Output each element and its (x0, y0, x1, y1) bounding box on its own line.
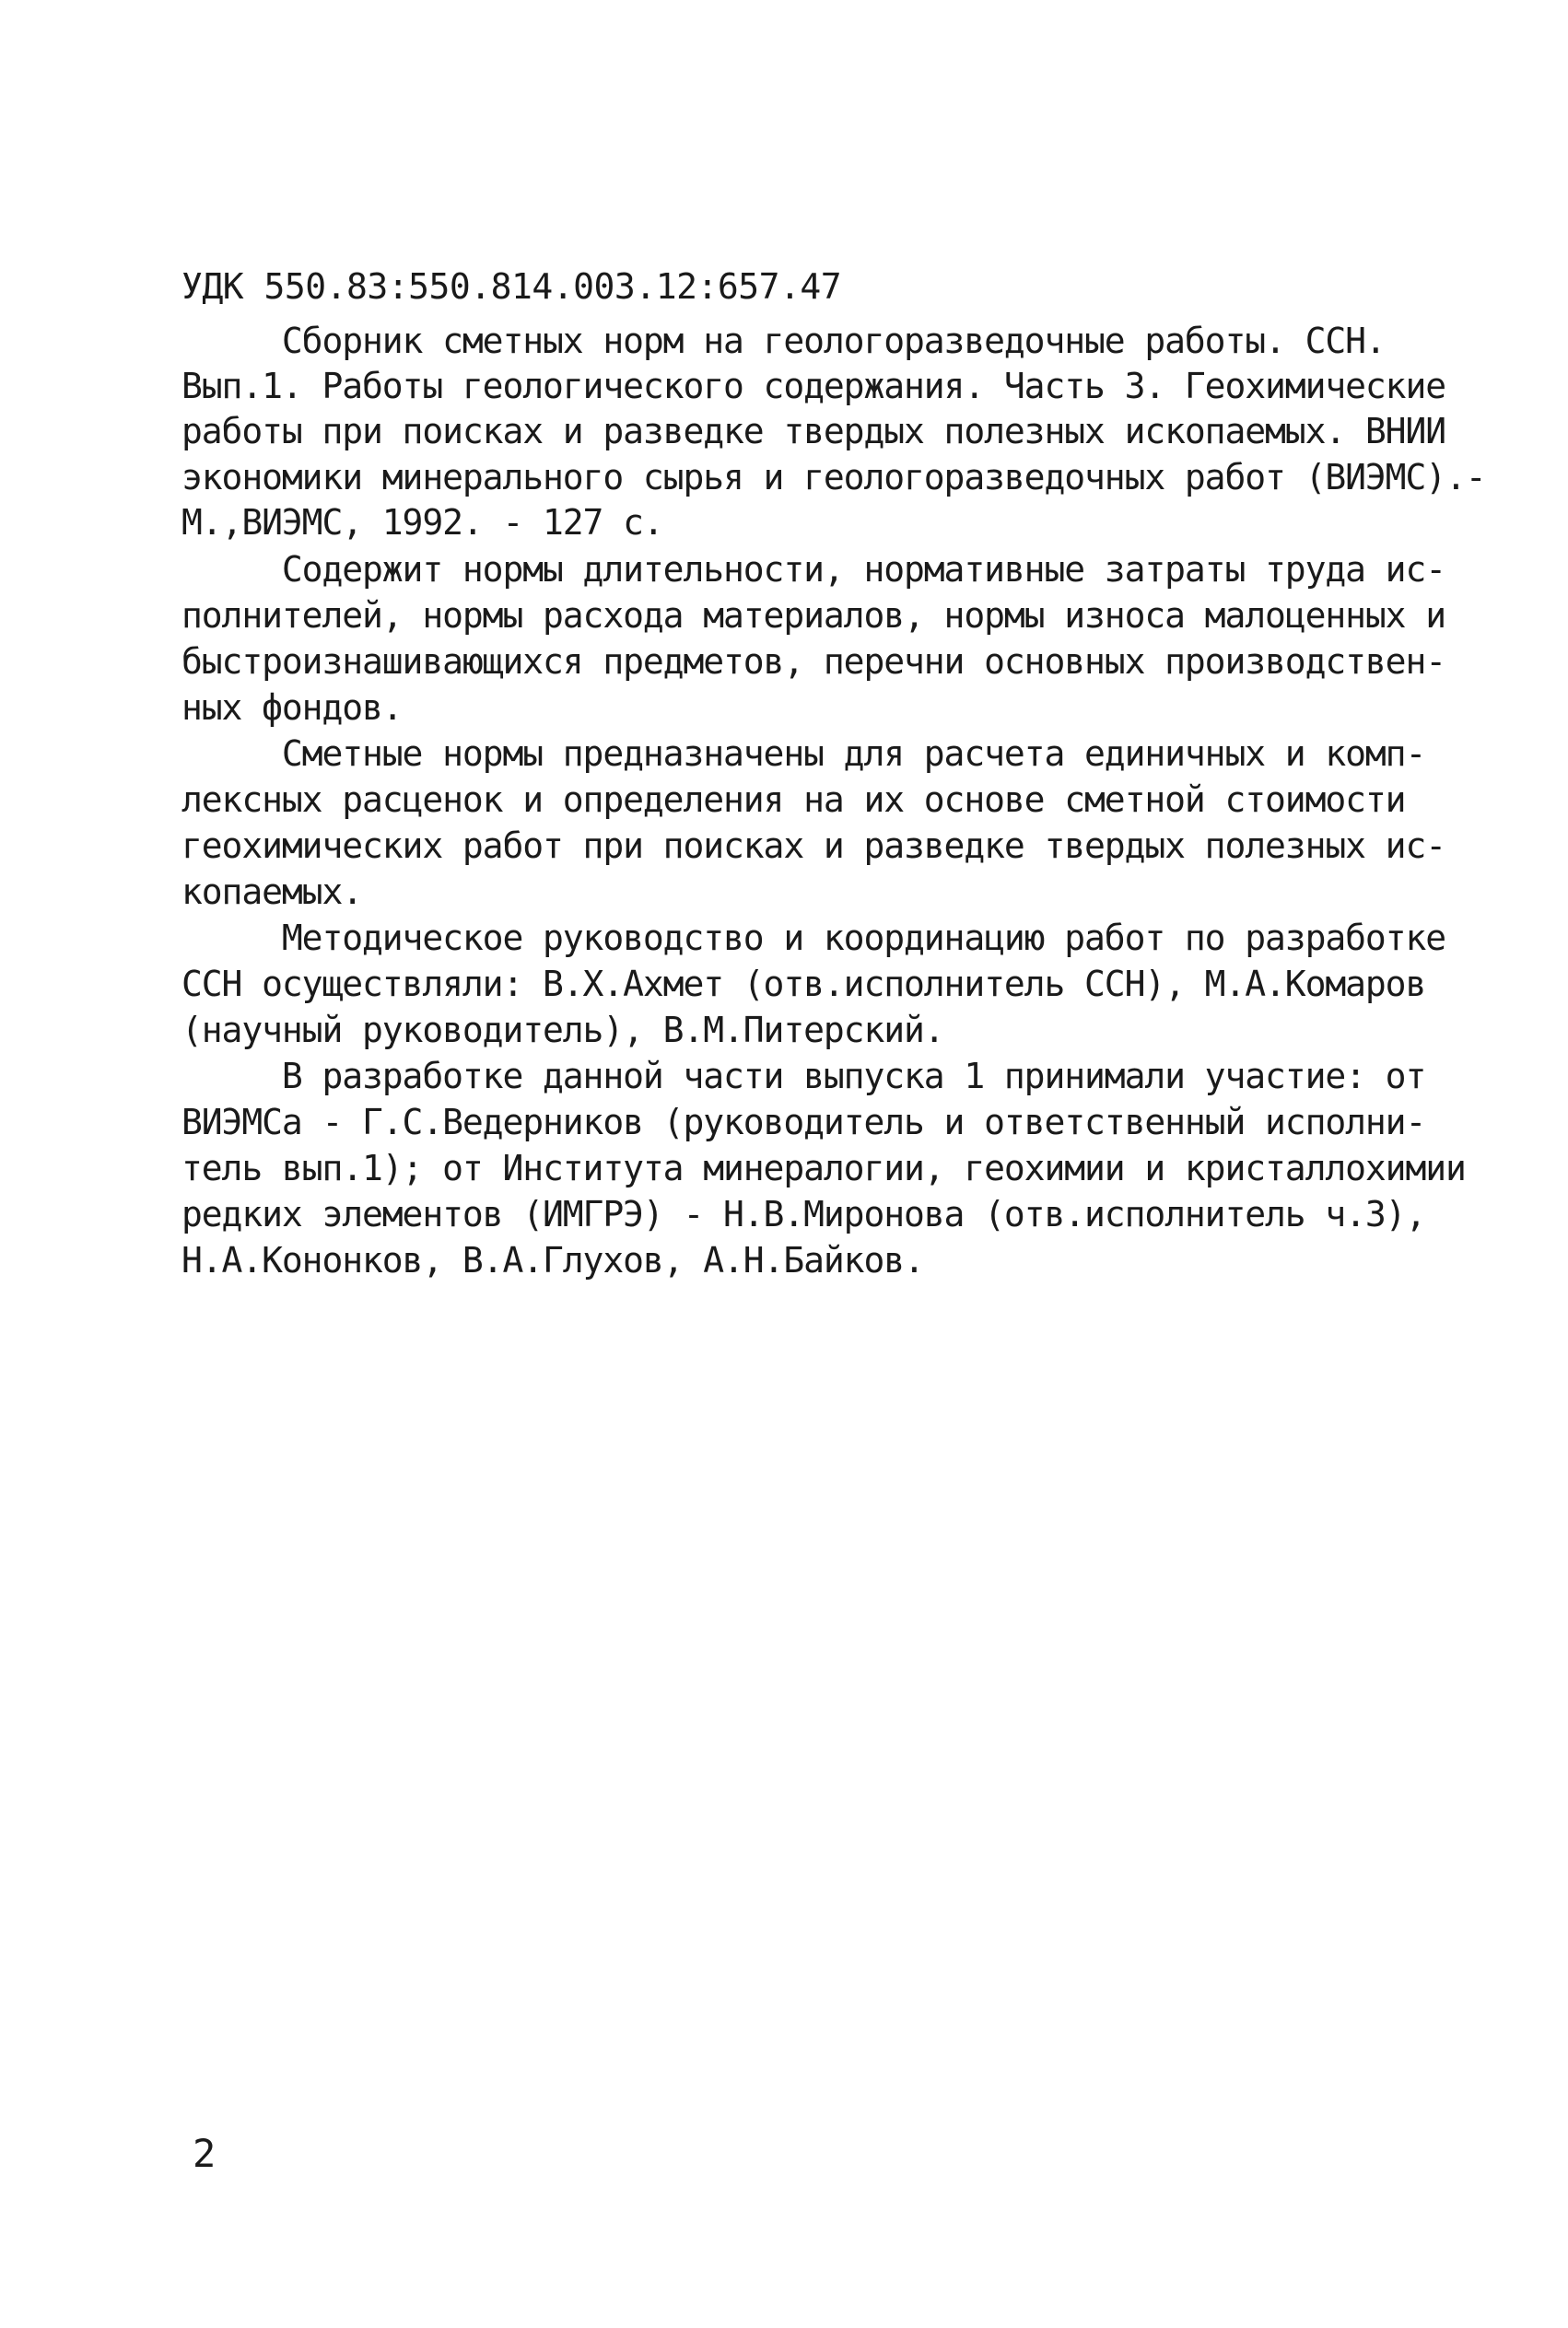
text-line: Содержит нормы длительности, нормативные затраты труда ис- (181, 549, 1446, 590)
text-line: Сборник сметных норм на геологоразведочные работы. ССН. (181, 321, 1386, 361)
text-line: Н.А.Кононков, В.А.Глухов, А.Н.Байков. (181, 1240, 924, 1281)
text-line: (научный руководитель), В.М.Питерский. (181, 1010, 944, 1050)
text-line: ных фондов. (181, 687, 403, 728)
text-line: М.,ВИЭМС, 1992. - 127 с. (181, 502, 663, 543)
text-line: быстроизнашивающихся предметов, перечни основных производствен- (181, 641, 1446, 682)
text-line: геохимических работ при поисках и разведке твердых полезных ис- (181, 825, 1446, 866)
text-line: Вып.1. Работы геологического содержания. Часть 3. Геохимические (181, 366, 1446, 406)
text-line: работы при поисках и разведке твердых полезных ископаемых. ВНИИ (181, 411, 1446, 451)
text-line: ВИЭМСа - Г.С.Ведерников (руководитель и ответственный исполни- (181, 1102, 1426, 1142)
text-line: В разработке данной части выпуска 1 принимали участие: от (181, 1056, 1426, 1096)
text-line: Сметные нормы предназначены для расчета единичных и комп- (181, 733, 1426, 774)
text-line: Методическое руководство и координацию работ по разработке (181, 918, 1446, 958)
udk-code: УДК 550.83:550.814.003.12:657.47 (181, 266, 842, 307)
text-line: копаемых. (181, 872, 363, 912)
text-line: ССН осуществляли: В.Х.Ахмет (отв.исполнитель ССН), М.А.Комаров (181, 964, 1426, 1004)
text-line: тель вып.1); от Института минералогии, геохимии и кристаллохимии (181, 1148, 1466, 1188)
text-line: редких элементов (ИМГРЭ) - Н.В.Миронова (отв.исполнитель ч.3), (181, 1194, 1426, 1234)
text-line: лексных расценок и определения на их основе сметной стоимости (181, 779, 1406, 820)
text-line: экономики минерального сырья и геологоразведочных работ (ВИЭМС).- (181, 457, 1486, 497)
page-number: 2 (193, 2131, 216, 2176)
text-line: полнителей, нормы расхода материалов, нормы износа малоценных и (181, 595, 1446, 636)
